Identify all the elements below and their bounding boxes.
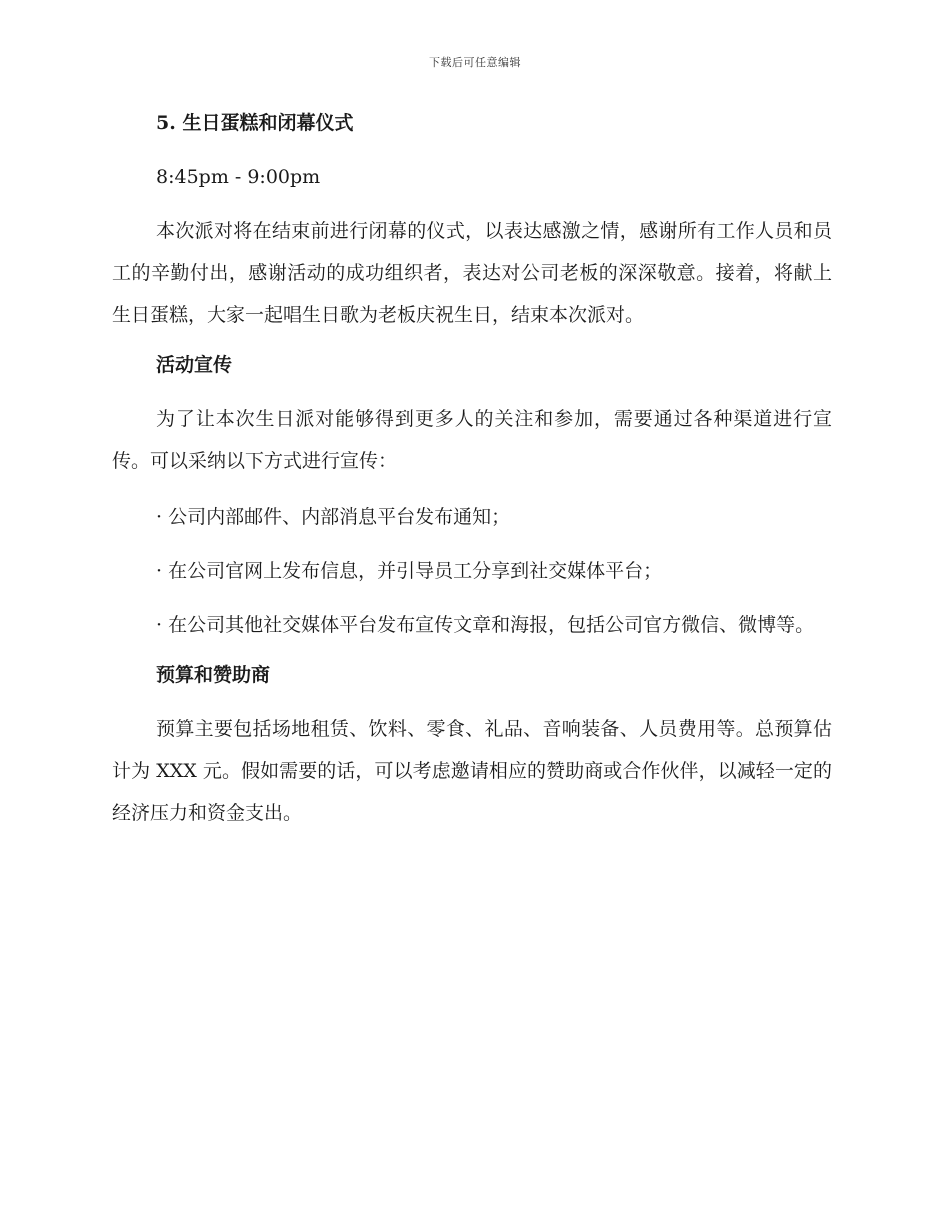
paragraph-closing-ceremony: 本次派对将在结束前进行闭幕的仪式，以表达感激之情，感谢所有工作人员和员工的辛勤付出，感谢活动的成功组织者，表达对公司老板的深深敬意。接着，将献上生日蛋糕，大家一起唱生日歌为老板庆祝生日，结束本次派对。 — [112, 220, 832, 326]
list-item: · 在公司官网上发布信息，并引导员工分享到社交媒体平台； — [156, 560, 663, 582]
section-heading-budget: 预算和赞助商 — [156, 664, 271, 686]
list-item: · 在公司其他社交媒体平台发布宣传文章和海报，包括公司官方微信、微博等。 — [156, 614, 815, 636]
section-heading-promotion: 活动宣传 — [156, 354, 233, 376]
section-heading-cake-closing: 5. 生日蛋糕和闭幕仪式 — [156, 112, 354, 134]
document-body — [112, 108, 832, 848]
section-time: 8:45pm - 9:00pm — [156, 166, 321, 188]
paragraph-promotion-intro: 为了让本次生日派对能够得到更多人的关注和参加，需要通过各种渠道进行宣传。可以采纳以下方式进行宣传： — [112, 408, 832, 472]
paragraph-budget: 预算主要包括场地租赁、饮料、零食、礼品、音响装备、人员费用等。总预算估计为 XXX 元。假如需要的话，可以考虑邀请相应的赞助商或合作伙伴，以减轻一定的经济压力和资金支出。 — [112, 718, 832, 824]
list-item: · 公司内部邮件、内部消息平台发布通知； — [156, 506, 511, 528]
page-header-note: 下载后可任意编辑 — [429, 56, 521, 69]
